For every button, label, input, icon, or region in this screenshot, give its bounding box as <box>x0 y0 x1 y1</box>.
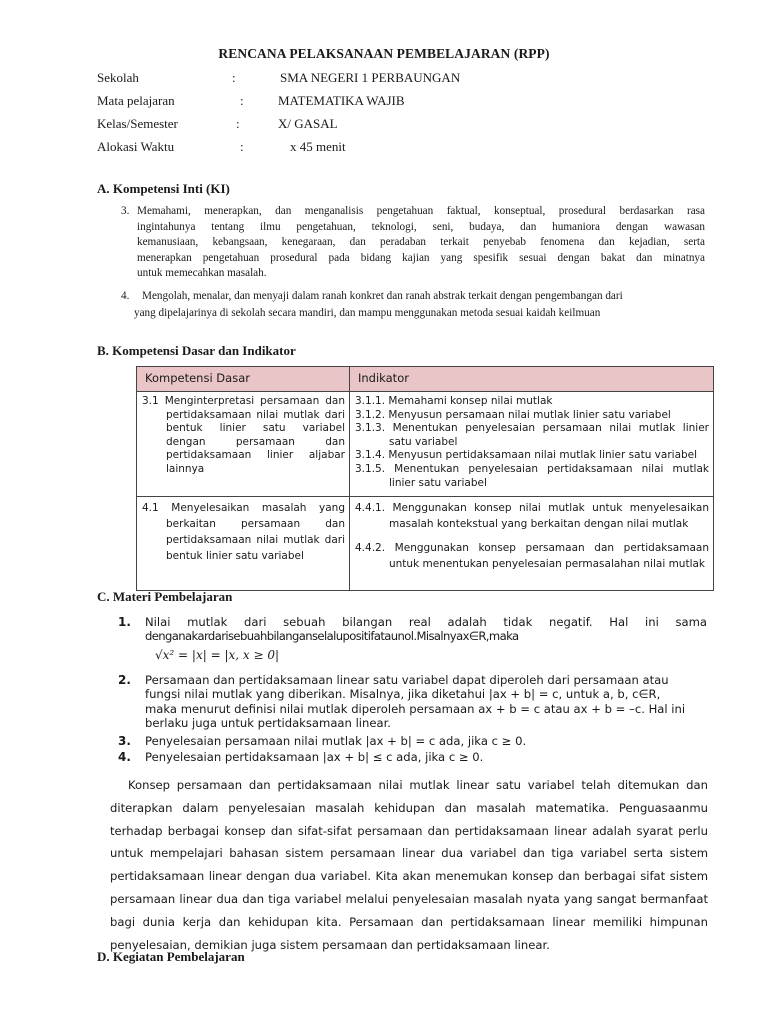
materi-4-text: Penyelesaian pertidaksamaan |ax + b| ≤ c ada, jika c ≥ 0. <box>145 750 484 764</box>
ki-4-line-2: yang dipelajarinya di sekolah secara mandiri, dan mampu menggunakan metoda sesuai kaidah keilmuan <box>134 307 601 319</box>
indicator-cell <box>350 497 714 591</box>
indicator-item: 3.1.2. Menyusun persamaan nilai mutlak linier satu variabel <box>355 408 671 421</box>
kd-cell <box>137 392 350 497</box>
info-sep-time: : <box>240 139 244 154</box>
indicator-cell <box>350 392 714 497</box>
materi-3-text: Penyelesaian persamaan nilai mutlak |ax + b| = c ada, jika c ≥ 0. <box>145 734 527 748</box>
column-header-kd: Kompetensi Dasar <box>137 367 350 392</box>
paragraph-line: terhadap berbagai konsep dan sifat-sifat persamaan dan pertidaksamaan linear adalah syarat perlu <box>110 823 708 838</box>
paragraph-line: penyelesaian, demikian juga sistem persamaan dan pertidaksamaan linear. <box>110 937 550 952</box>
materi-2-line: Persamaan dan pertidaksamaan linear satu variabel dapat diperoleh dari persamaan atau <box>145 673 669 687</box>
materi-2-line: berlaku juga untuk pertidaksamaan linear. <box>145 716 391 731</box>
ki-3-line: menerapkan pengetahuan prosedural pada bidang kajian yang spesifik sesuai dengan bakat dan minatnya <box>137 251 705 264</box>
indicator-item: 3.1.5. Menentukan penyelesaian pertidaksamaan nilai mutlak linier satu variabel <box>355 462 709 489</box>
paragraph-line: diterapkan dalam penyelesaian masalah kehidupan dan masalah matematika. Penguasaanmu <box>110 800 708 815</box>
absolute-value-formula: √x² = |x| = |x, x ≥ 0| <box>155 648 280 662</box>
info-sep-subject: : <box>240 93 244 108</box>
ki-3-line: untuk memecahkan masalah. <box>137 267 267 280</box>
materi-2-number: 2. <box>118 673 131 687</box>
materi-1-line: denganakardarisebuahbilanganselalupositifataunol.Misalnyax∈R,maka <box>145 629 519 644</box>
section-a-heading: A. Kompetensi Inti (KI) <box>97 181 230 196</box>
indicator-item: 3.1.4. Menyusun pertidaksamaan nilai mutlak linier satu variabel <box>355 449 698 462</box>
section-d-heading: D. Kegiatan Pembelajaran <box>97 949 245 964</box>
ki-3-text <box>137 204 705 282</box>
ki-4-line-1: Mengolah, menalar, dan menyaji dalam ranah konkret dan ranah abstrak terkait dengan pengembangan dari <box>142 290 623 302</box>
kd-cell <box>137 497 350 591</box>
section-c-heading: C. Materi Pembelajaran <box>97 589 233 604</box>
info-sep-class: : <box>236 116 240 131</box>
materi-4-number: 4. <box>118 750 131 764</box>
kd-text: 3.1 Menginterpretasi persamaan dan pertidaksamaan nilai mutlak dari bentuk linier satu variabel dengan persamaan dan pertidaksamaan linier aljabar lainnya <box>142 395 345 475</box>
materi-1-line: Nilai mutlak dari sebuah bilangan real adalah tidak negatif. Hal ini sama <box>145 615 707 629</box>
table-header-row <box>137 367 714 392</box>
paragraph-line: persamaan linear dua dan tiga variabel melalui penyelesaian masalah nyata yang sangat bermanfaat <box>110 891 708 906</box>
indicator-item: 4.4.1. Menggunakan konsep nilai mutlak untuk menyelesaikan masalah kontekstual yang berkaitan dengan nilai mutlak <box>355 502 709 530</box>
materi-2-line: maka menurut definisi nilai mutlak diperoleh persamaan ax + b = c atau ax + b = –c. Hal ini <box>145 701 686 716</box>
materi-1-text <box>145 615 707 644</box>
paragraph-line: bagi dunia kerja dan kehidupan kita. Persamaan dan pertidaksamaan linear memiliki himpunan <box>110 914 708 929</box>
kd-text: 4.1 Menyelesaikan masalah yang berkaitan persamaan dan pertidaksamaan nilai mutlak dari bentuk linier satu variabel <box>142 502 345 562</box>
materi-2-line: fungsi nilai mutlak yang diberikan. Misalnya, jika diketahui |ax + b| = c, untuk a, b, c∈R, <box>145 687 661 702</box>
materi-paragraph <box>110 774 708 956</box>
paragraph-line: Konsep persamaan dan pertidaksamaan nilai mutlak linear satu variabel telah ditemukan dan <box>128 778 708 792</box>
section-b-heading: B. Kompetensi Dasar dan Indikator <box>97 343 296 358</box>
paragraph-line: untuk mempelajari bahasan sistem persamaan linear dua variabel dan tiga variabel serta sistem <box>110 846 708 861</box>
competency-table <box>136 366 714 591</box>
info-value-subject: MATEMATIKA WAJIB <box>278 93 405 108</box>
ki-4-number: 4. <box>121 290 130 302</box>
indicator-item: 4.4.2. Menggunakan konsep persamaan dan pertidaksamaan untuk menentukan penyelesaian permasalahan nilai mutlak <box>355 542 709 570</box>
indicator-item: 3.1.1. Memahami konsep nilai mutlak <box>355 395 553 407</box>
info-value-class: X/ GASAL <box>278 116 338 131</box>
table-row <box>137 497 714 591</box>
info-sep-school: : <box>232 70 236 85</box>
indicator-item: 3.1.3. Menentukan penyelesaian persamaan nilai mutlak linier satu variabel <box>355 422 709 448</box>
ki-3-line: kemanusiaan, kebangsaan, kenegaraan, dan peradaban terkait penyebab fenomena dan kejadian, serta <box>137 236 705 249</box>
info-label-class: Kelas/Semester <box>97 116 178 131</box>
materi-3-number: 3. <box>118 734 131 748</box>
ki-3-number: 3. <box>121 205 130 217</box>
ki-3-line: Memahami, menerapkan, dan menganalisis pengetahuan faktual, konseptual, prosedural berdasarkan rasa <box>137 205 705 217</box>
info-value-time: x 45 menit <box>290 139 346 154</box>
info-label-school: Sekolah <box>97 70 139 85</box>
table-row <box>137 392 714 497</box>
info-label-time: Alokasi Waktu <box>97 139 175 154</box>
info-label-subject: Mata pelajaran <box>97 93 175 108</box>
materi-2-text <box>145 673 707 731</box>
ki-3-line: ingintahunya tentang ilmu pengetahuan, teknologi, seni, budaya, dan humaniora dengan wawasan <box>137 220 705 233</box>
info-value-school: SMA NEGERI 1 PERBAUNGAN <box>280 70 461 85</box>
materi-1-number: 1. <box>118 615 131 629</box>
document-title: RENCANA PELAKSANAAN PEMBELAJARAN (RPP) <box>218 46 550 61</box>
paragraph-line: pertidaksamaan linear dengan dua variabel. Kita akan menemukan konsep dan berbagai sifat sistem <box>110 869 708 884</box>
column-header-indicator: Indikator <box>350 367 714 392</box>
